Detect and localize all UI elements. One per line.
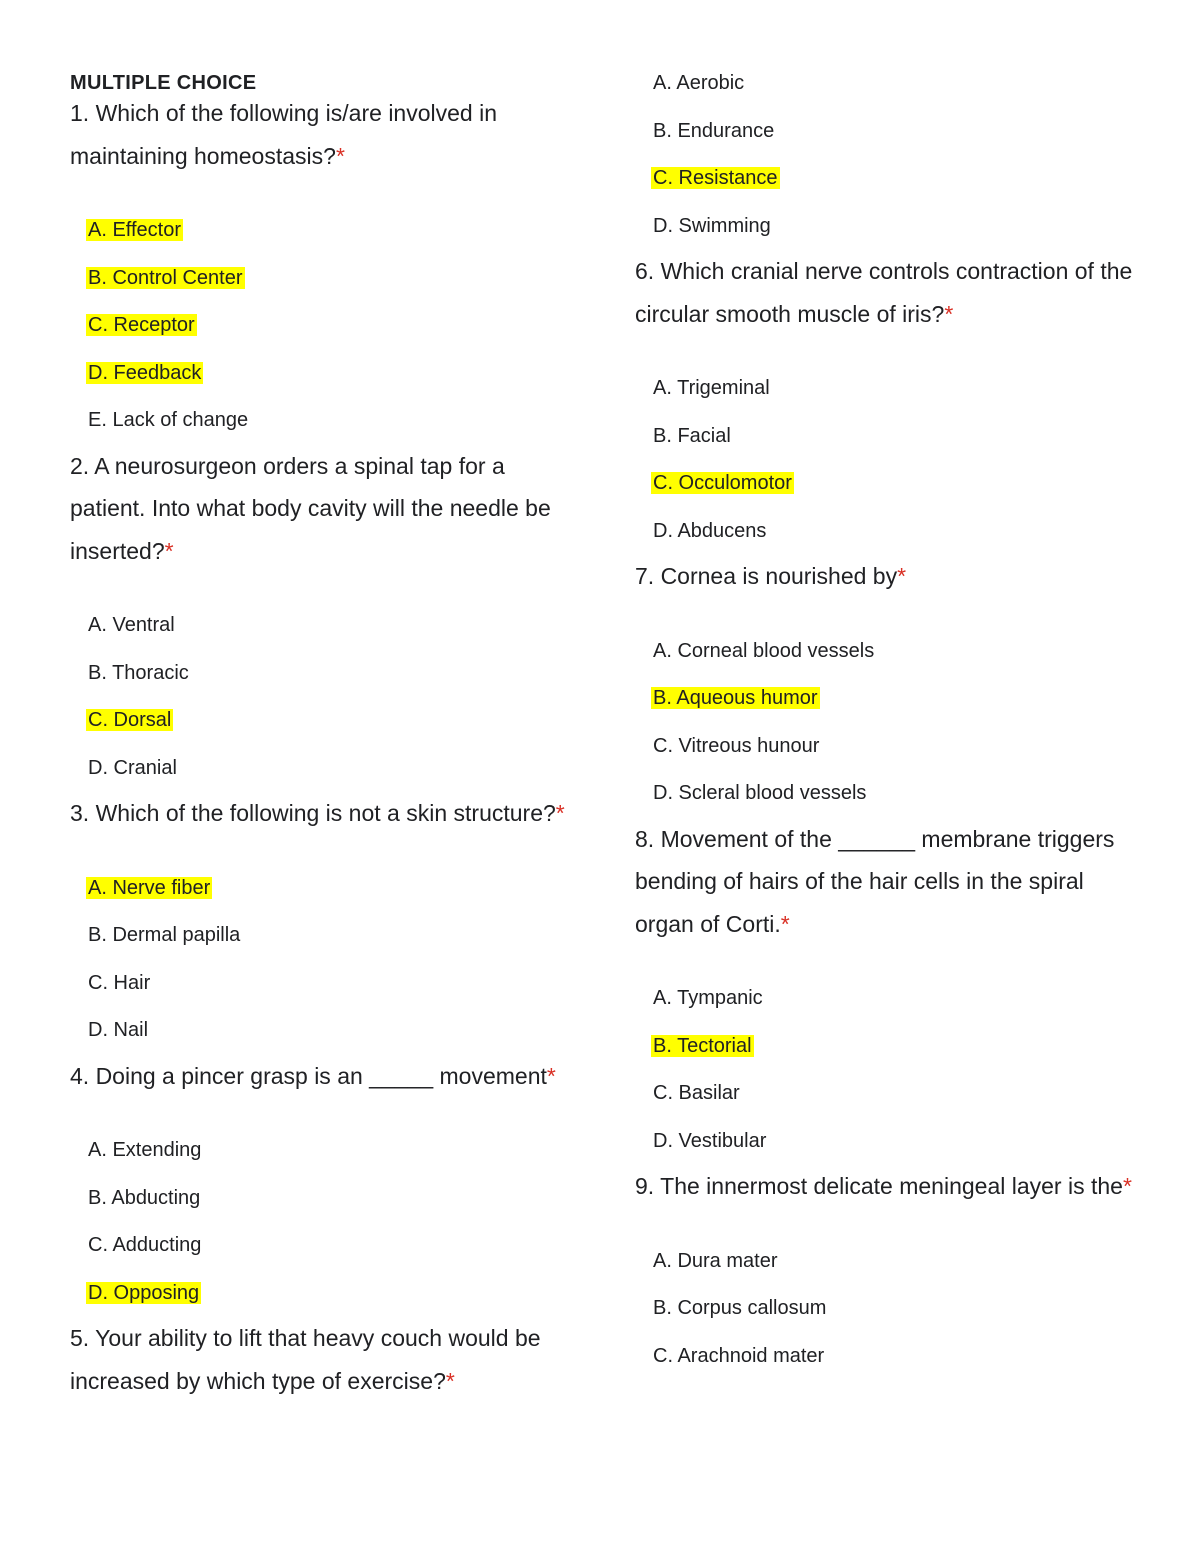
answer-option-highlighted — [86, 350, 580, 398]
question-block — [635, 250, 1135, 555]
answer-option — [651, 365, 1135, 413]
required-star: * — [780, 910, 790, 937]
option-list — [635, 1238, 1135, 1381]
option-label: C. Adducting — [88, 1234, 202, 1256]
answer-option-highlighted — [651, 155, 1135, 203]
question-text — [635, 250, 1135, 335]
answer-option — [651, 1070, 1135, 1118]
required-star: * — [546, 1062, 556, 1089]
question-block — [635, 555, 1135, 818]
question-block — [70, 792, 580, 1055]
option-label: C. Arachnoid mater — [653, 1344, 825, 1367]
option-label: A. Aerobic — [653, 72, 745, 94]
answer-option-highlighted — [86, 1270, 580, 1318]
option-label: C. Basilar — [653, 1082, 740, 1104]
answer-option-highlighted — [86, 697, 580, 745]
option-label: A. Corneal blood vessels — [653, 639, 875, 662]
question-text — [635, 1165, 1135, 1208]
option-label: D. Swimming — [653, 214, 771, 237]
answer-option-highlighted — [86, 255, 580, 303]
question-text — [635, 818, 1135, 946]
answer-option — [651, 770, 1135, 818]
answer-option-highlighted — [86, 207, 580, 255]
option-list — [635, 60, 1135, 250]
answer-option — [86, 1007, 580, 1055]
question-block — [70, 1055, 580, 1318]
answer-option — [86, 1127, 580, 1175]
question-block — [635, 1165, 1135, 1380]
answer-option — [651, 628, 1135, 676]
question-block — [70, 1317, 580, 1402]
option-label: B. Thoracic — [88, 661, 189, 684]
answer-option — [86, 602, 580, 650]
question-block — [70, 445, 580, 793]
section-heading: MULTIPLE CHOICE — [70, 72, 257, 94]
option-label: D. Nail — [88, 1019, 149, 1041]
answer-option — [651, 1118, 1135, 1166]
option-list — [70, 1127, 580, 1317]
option-label: C. Hair — [88, 971, 151, 994]
answer-option — [651, 723, 1135, 771]
answer-option — [651, 975, 1135, 1023]
question-text — [70, 92, 580, 177]
question-label: 4. Doing a pincer grasp is an _____ movement — [70, 1062, 547, 1089]
option-label: D. Feedback — [88, 361, 202, 384]
option-label: D. Abducens — [653, 519, 767, 542]
question-text — [635, 555, 1135, 598]
question-block — [70, 92, 580, 445]
option-label: B. Endurance — [653, 119, 775, 142]
answer-option — [651, 1238, 1135, 1286]
answer-option — [651, 413, 1135, 461]
answer-option — [86, 1175, 580, 1223]
answer-option-highlighted — [86, 302, 580, 350]
option-label: A. Trigeminal — [653, 377, 770, 399]
option-label: D. Cranial — [88, 756, 177, 779]
answer-option — [86, 1222, 580, 1270]
answer-option — [651, 1285, 1135, 1333]
option-list — [70, 865, 580, 1055]
option-label: B. Control Center — [88, 266, 243, 289]
option-label: C. Occulomotor — [653, 472, 792, 494]
answer-option-highlighted — [651, 460, 1135, 508]
option-label: A. Ventral — [88, 614, 175, 636]
option-label: B. Tectorial — [653, 1034, 752, 1057]
answer-option — [651, 60, 1135, 108]
required-star: * — [445, 1367, 455, 1394]
question-label: 1. Which of the following is/are involved in maintaining homeostasis? — [70, 100, 497, 169]
answer-option-highlighted — [86, 865, 580, 913]
answer-option — [651, 1333, 1135, 1381]
option-label: A. Dura mater — [653, 1249, 778, 1272]
option-label: A. Nerve fiber — [88, 876, 211, 899]
right-column — [635, 60, 1135, 1380]
answer-option — [651, 508, 1135, 556]
option-list — [635, 975, 1135, 1165]
answer-option — [86, 960, 580, 1008]
question-label: 6. Which cranial nerve controls contraction of the circular smooth muscle of iris? — [635, 258, 1133, 327]
option-label: D. Opposing — [88, 1281, 200, 1304]
option-label: C. Vitreous hunour — [653, 734, 820, 757]
left-column — [70, 92, 580, 1402]
required-star: * — [164, 537, 174, 564]
option-label: A. Effector — [88, 219, 182, 241]
question-text — [70, 1317, 580, 1402]
question-label: 9. The innermost delicate meningeal layer is the — [635, 1173, 1123, 1199]
answer-option-highlighted — [651, 1023, 1135, 1071]
question-label: 7. Cornea is nourished by — [635, 563, 898, 589]
answer-option — [86, 397, 580, 445]
required-star: * — [1122, 1173, 1132, 1199]
answer-option-highlighted — [651, 675, 1135, 723]
answer-option — [86, 650, 580, 698]
option-label: B. Dermal papilla — [88, 924, 241, 946]
option-label: B. Aqueous humor — [653, 687, 818, 709]
option-label: C. Receptor — [88, 314, 195, 336]
option-list — [635, 628, 1135, 818]
question-label: 2. A neurosurgeon orders a spinal tap for a patient. Into what body cavity will the needle be inserted? — [70, 452, 551, 564]
option-list — [635, 365, 1135, 555]
required-star: * — [897, 563, 907, 589]
option-label: A. Tympanic — [653, 987, 763, 1009]
question-block — [635, 818, 1135, 1166]
option-label: C. Resistance — [653, 167, 778, 189]
question-text — [70, 445, 580, 573]
required-star: * — [555, 800, 565, 826]
required-star: * — [944, 300, 954, 327]
answer-option — [651, 108, 1135, 156]
question-label: 3. Which of the following is not a skin structure? — [70, 800, 556, 826]
option-label: B. Abducting — [88, 1186, 201, 1209]
answer-option — [86, 745, 580, 793]
question-label: 8. Movement of the ______ membrane triggers bending of hairs of the hair cells in the spiral organ of Corti. — [635, 825, 1115, 937]
option-label: C. Dorsal — [88, 709, 172, 731]
option-label: E. Lack of change — [88, 409, 249, 431]
option-label: B. Corpus callosum — [653, 1297, 827, 1319]
option-label: D. Vestibular — [653, 1129, 767, 1152]
option-label: D. Scleral blood vessels — [653, 782, 867, 804]
option-list — [70, 602, 580, 792]
answer-option — [86, 912, 580, 960]
required-star: * — [335, 142, 345, 169]
option-list — [70, 207, 580, 445]
option-label: B. Facial — [653, 424, 731, 447]
question-label: 5. Your ability to lift that heavy couch would be increased by which type of exercise? — [70, 1325, 541, 1394]
answer-option — [651, 203, 1135, 251]
question-text — [70, 792, 580, 835]
question-text — [70, 1055, 580, 1098]
option-label: A. Extending — [88, 1139, 202, 1161]
